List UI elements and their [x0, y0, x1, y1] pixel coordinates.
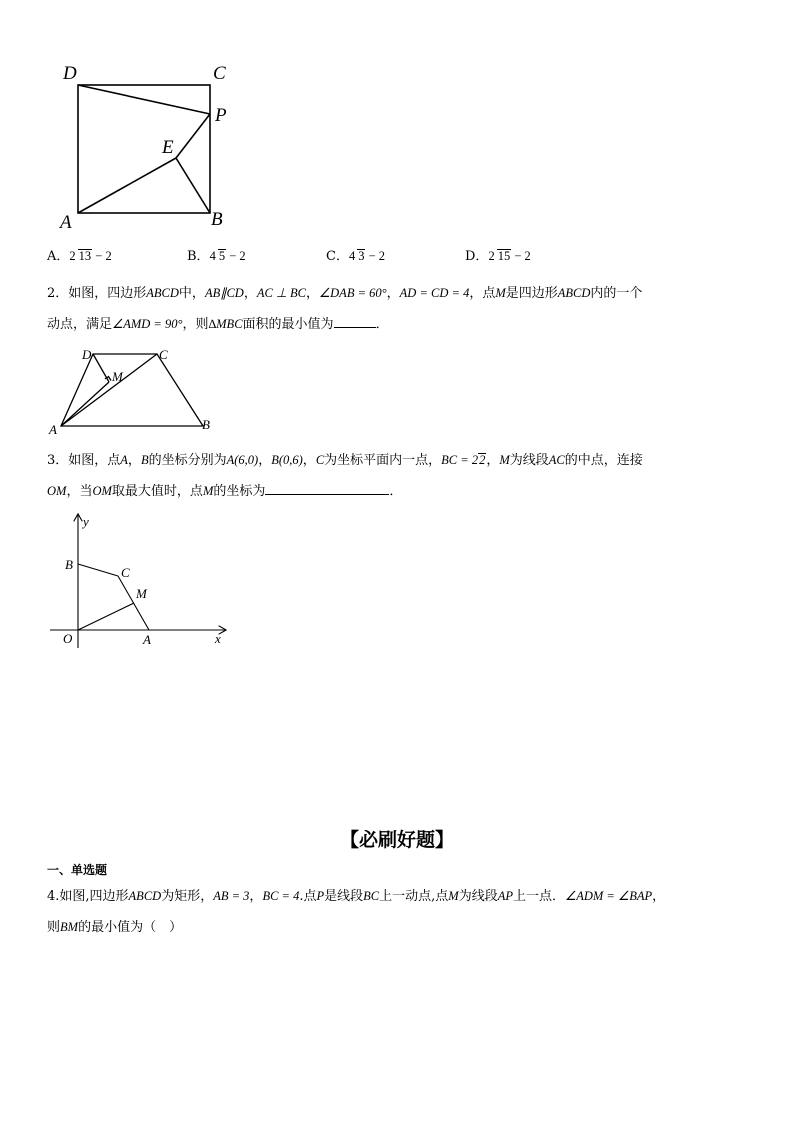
- label-p: P: [215, 105, 227, 126]
- label-a: A: [143, 632, 151, 647]
- square-abcd: [78, 85, 210, 213]
- segment-am: [61, 382, 109, 426]
- segment-bc: [78, 564, 118, 576]
- label-b: B: [65, 557, 73, 572]
- label-d: D: [82, 347, 92, 362]
- q3-figure: [45, 510, 235, 650]
- label-m: M: [136, 586, 147, 601]
- label-a: A: [49, 422, 57, 436]
- q1-option-b[interactable]: B．4 5 − 2: [187, 249, 246, 264]
- label-c: C: [213, 63, 226, 84]
- q1-option-d[interactable]: D．2 15 − 2: [465, 249, 531, 264]
- segment-eb: [176, 158, 210, 213]
- label-b: B: [211, 209, 223, 230]
- label-a: A: [60, 212, 72, 233]
- segment-pe: [176, 114, 210, 158]
- label-o: O: [63, 631, 73, 646]
- label-y: y: [83, 514, 89, 529]
- segment-ea: [78, 158, 176, 213]
- label-x: x: [215, 631, 221, 646]
- label-b: B: [202, 417, 210, 432]
- q3-answer-blank[interactable]: [265, 481, 389, 495]
- q1-option-a[interactable]: A．2 13 − 2: [47, 249, 112, 264]
- trapezoid-abcd: [61, 354, 203, 426]
- q2-line-2: 动点，满足∠AMD = 90°，则∆MBC面积的最小值为 ．: [47, 314, 389, 335]
- diagonal-ac: [61, 354, 157, 426]
- q3-line-2: OM，当OM取最大值时，点M的坐标为 ．: [47, 481, 402, 502]
- q4-line-2: 则BM的最小值为（ ）: [47, 920, 183, 935]
- q2-line-1: 2．如图，四边形ABCD中，AB∥CD，AC ⊥ BC，∠DAB = 60°，AD = CD = 4，点M是四边形ABCD内的一个: [47, 286, 643, 301]
- label-c: C: [121, 565, 130, 580]
- segment-dp: [78, 85, 210, 114]
- label-d: D: [63, 63, 77, 84]
- section-title: 一、单选题: [47, 863, 108, 877]
- label-e: E: [162, 137, 174, 158]
- section-heading: 【必刷好题】: [339, 829, 454, 851]
- q2-figure: [45, 344, 225, 436]
- q1-figure: [55, 58, 245, 233]
- q1-option-c[interactable]: C．4 3 − 2: [326, 249, 386, 264]
- label-c: C: [159, 347, 168, 362]
- segment-om: [78, 603, 134, 630]
- q2-answer-blank[interactable]: [334, 314, 376, 328]
- q3-line-1: 3．如图，点A，B的坐标分别为A(6,0)，B(0,6)，C为坐标平面内一点，BC = 22，M为线段AC的中点，连接: [47, 453, 643, 468]
- q4-line-1: 4.如图,四边形ABCD为矩形，AB = 3，BC = 4.点P是线段BC上一动点,点M为线段AP上一点．∠ADM = ∠BAP，: [47, 889, 666, 904]
- label-m: M: [112, 369, 123, 384]
